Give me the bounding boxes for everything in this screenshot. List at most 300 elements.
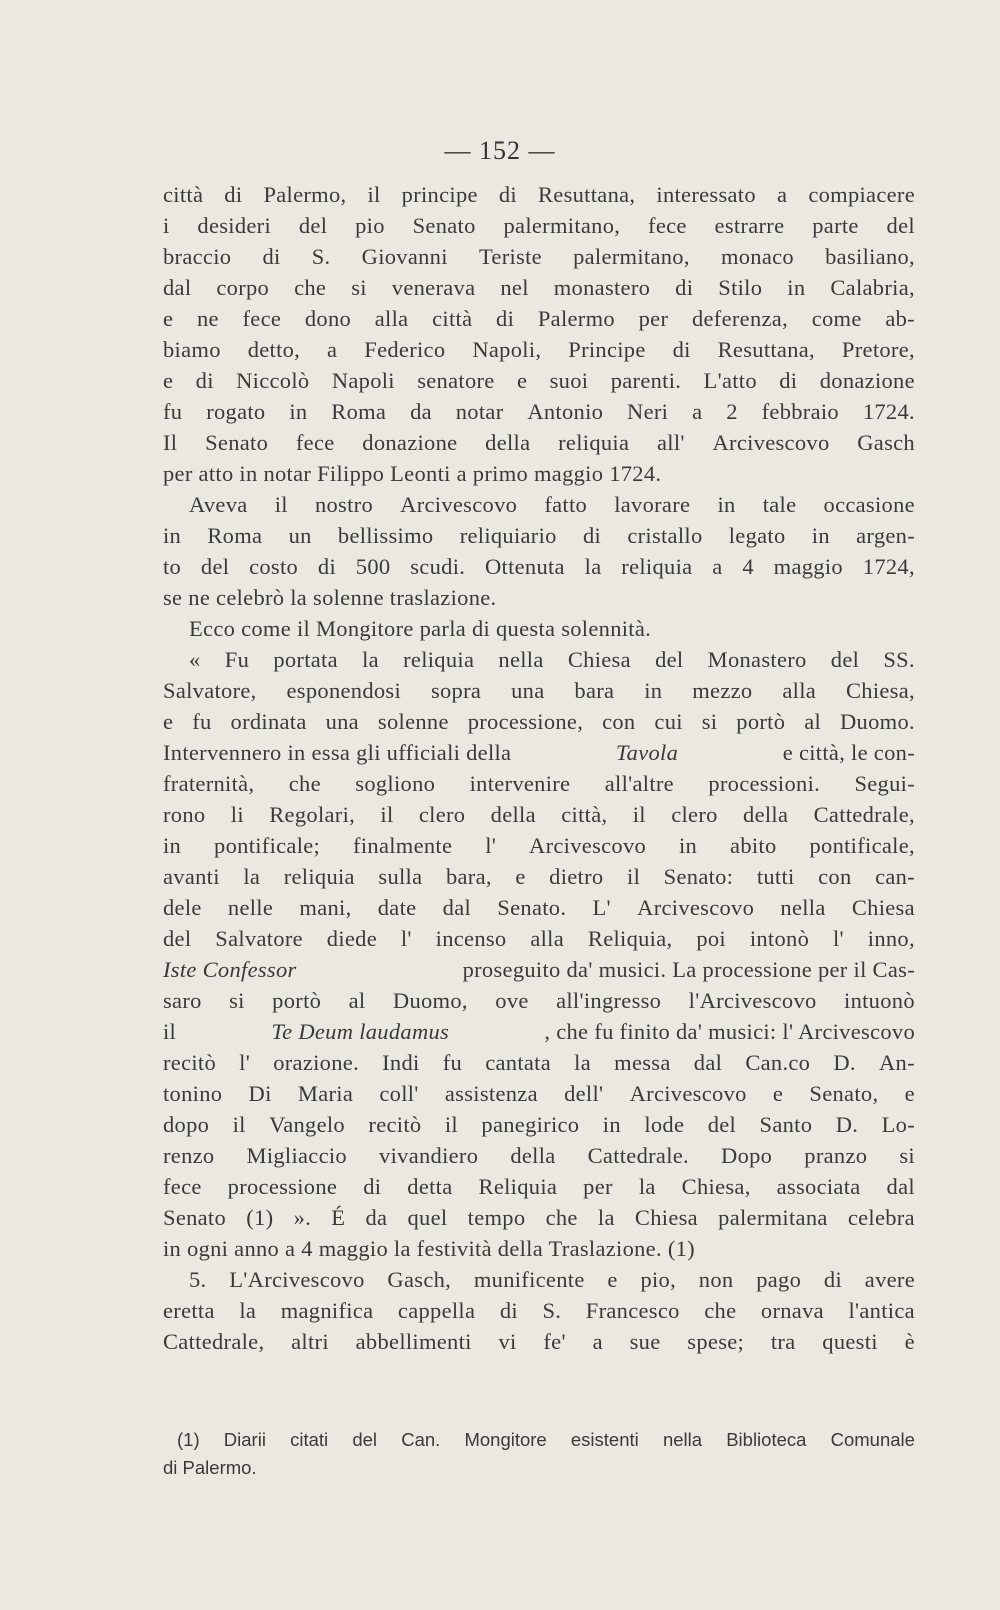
word: principe — [401, 182, 478, 207]
word: incenso — [435, 926, 507, 951]
word: una — [511, 678, 545, 703]
word: dal — [693, 1050, 723, 1075]
word: in — [602, 1112, 621, 1137]
word: esponendosi — [286, 678, 402, 703]
word: maggio — [773, 554, 843, 579]
word: della — [485, 430, 531, 455]
word: il — [444, 1112, 458, 1137]
word: ab- — [885, 306, 915, 331]
word: del — [707, 1112, 737, 1137]
word: Salvatore, — [163, 678, 257, 703]
word: avanti — [163, 864, 220, 889]
word: l' — [485, 833, 497, 858]
paragraph-start — [163, 489, 915, 520]
text-line — [163, 1171, 915, 1202]
word: Arcivescovo — [712, 430, 830, 455]
word: la — [584, 554, 602, 579]
word: coll' — [379, 1081, 419, 1106]
word: palermitano, — [503, 213, 621, 238]
word: Stilo — [718, 275, 763, 300]
word: bellissimo — [337, 523, 434, 548]
word: alla — [530, 926, 565, 951]
word: eretta — [163, 1298, 215, 1323]
word: questi — [822, 1329, 878, 1354]
word: basiliano, — [825, 244, 915, 269]
word: ove — [495, 988, 529, 1013]
word: ne — [196, 306, 219, 331]
word: 1724, — [862, 554, 915, 579]
word: sulla — [378, 864, 423, 889]
word: Senato — [163, 1205, 227, 1230]
word: braccio — [163, 244, 232, 269]
word: associata — [776, 1174, 861, 1199]
word: pago — [756, 1267, 802, 1292]
word: di — [317, 554, 336, 579]
footnote-line: di Palermo. — [163, 1457, 257, 1478]
word: pontificale, — [809, 833, 915, 858]
word: 1724. — [862, 399, 915, 424]
word: vi — [498, 1329, 517, 1354]
word: Teriste — [478, 244, 542, 269]
text-line — [163, 830, 915, 861]
word: a — [592, 1329, 603, 1354]
word: portò — [272, 988, 322, 1013]
word: panegirico — [481, 1112, 580, 1137]
text-line — [163, 675, 915, 706]
word: di — [779, 368, 798, 393]
word: la — [239, 1298, 257, 1323]
word: abbellimenti — [355, 1329, 472, 1354]
word: come — [811, 306, 862, 331]
word: della — [510, 1143, 556, 1168]
word: detta — [407, 1174, 453, 1199]
word: e — [163, 306, 174, 331]
word: lavorare — [614, 492, 691, 517]
word: Senato — [412, 213, 476, 238]
italic-title: Iste Confessor — [163, 957, 297, 982]
word: di — [498, 182, 517, 207]
word: S. — [311, 244, 331, 269]
word: in — [163, 833, 182, 858]
word: dono — [304, 306, 352, 331]
word: una — [325, 709, 359, 734]
word: to — [163, 554, 182, 579]
word: Senato, — [809, 1081, 879, 1106]
word: costo — [249, 554, 299, 579]
word: Aveva — [189, 492, 248, 517]
word: dal — [886, 1174, 915, 1199]
word: Diarii — [223, 1429, 266, 1450]
word: quel — [407, 1205, 448, 1230]
paragraph-start — [163, 1264, 915, 1295]
word: Calabria, — [830, 275, 915, 300]
word: rogato — [206, 399, 266, 424]
word: Salvatore — [215, 926, 303, 951]
word: Arcivescovo — [629, 1081, 747, 1106]
word: Francesco — [585, 1298, 680, 1323]
word: che — [545, 1205, 578, 1230]
word: Napoli — [331, 368, 395, 393]
word: Reliquia — [478, 1174, 558, 1199]
word: in — [679, 833, 698, 858]
word: del — [655, 647, 684, 672]
word: a — [712, 554, 723, 579]
word: Resuttana, — [717, 337, 815, 362]
word: da — [410, 399, 432, 424]
word: città — [432, 306, 473, 331]
word: Reliquia, — [587, 926, 673, 951]
word: in — [787, 275, 806, 300]
text-line — [163, 923, 915, 954]
word: renzo — [163, 1143, 215, 1168]
word: Santo — [759, 1112, 813, 1137]
word: di — [582, 523, 602, 548]
word: mezzo — [692, 678, 753, 703]
word: intuonò — [844, 988, 915, 1013]
word: fatto — [544, 492, 588, 517]
body-text — [163, 179, 915, 1357]
word: intervenire — [469, 771, 571, 796]
text-line — [163, 520, 915, 551]
word: di — [195, 368, 214, 393]
word: alla — [374, 306, 409, 331]
word: L'Arcivescovo — [229, 1267, 365, 1292]
word: pontificale; — [214, 833, 321, 858]
word: Segui- — [854, 771, 915, 796]
text-line — [163, 706, 915, 737]
word: dele — [163, 895, 202, 920]
word: dietro — [549, 864, 604, 889]
word: nella — [780, 895, 826, 920]
word: saro — [163, 988, 202, 1013]
word: mani, — [299, 895, 352, 920]
word: processioni. — [708, 771, 821, 796]
word: cui — [654, 709, 683, 734]
word: cappella — [397, 1298, 476, 1323]
word: ordinata — [230, 709, 307, 734]
word: Chiesa, — [681, 1174, 751, 1199]
word: cristallo — [627, 523, 703, 548]
word: e — [904, 1081, 915, 1106]
word: esistenti — [570, 1429, 639, 1450]
word: Mongitore — [464, 1429, 547, 1450]
word: del — [886, 213, 915, 238]
word: fece — [163, 1174, 202, 1199]
word: Duomo, — [392, 988, 468, 1013]
footnote-line — [163, 1426, 915, 1454]
word: É — [331, 1205, 346, 1230]
word: Palermo, — [263, 182, 347, 207]
word: portata — [273, 647, 338, 672]
text-line — [163, 1078, 915, 1109]
text-line — [163, 1326, 915, 1357]
word: fu — [163, 399, 183, 424]
text-line — [163, 1140, 915, 1171]
page-number: — 152 — — [444, 136, 556, 165]
word: di — [499, 1298, 518, 1323]
word: di — [675, 275, 694, 300]
word: Lo- — [881, 1112, 915, 1137]
word: Indi — [382, 1050, 420, 1075]
word: pio — [355, 213, 385, 238]
text-line — [163, 799, 915, 830]
word: bara — [574, 678, 615, 703]
word: occasione — [823, 492, 915, 517]
footnote — [163, 1426, 915, 1482]
word: la — [362, 647, 379, 672]
word: Ottenuta — [484, 554, 565, 579]
word: il — [367, 182, 381, 207]
word: Gasch, — [387, 1267, 452, 1292]
text-line-mixed — [163, 1016, 915, 1047]
word: che — [288, 771, 321, 796]
word: abito — [730, 833, 777, 858]
word: del — [163, 926, 192, 951]
text-line — [163, 892, 915, 923]
word: Senato: — [663, 864, 734, 889]
text-line — [163, 272, 915, 303]
word: D. — [833, 1050, 856, 1075]
word: la — [243, 864, 261, 889]
word: 2 — [726, 399, 738, 424]
word: 5. — [189, 1267, 207, 1292]
word: (1) — [246, 1205, 274, 1230]
word: nella — [498, 647, 544, 672]
word: clero — [671, 802, 718, 827]
word: legato — [728, 523, 786, 548]
word: parenti. — [610, 368, 682, 393]
word: 4 — [742, 554, 754, 579]
word: (1) — [177, 1429, 200, 1450]
word: i — [163, 213, 170, 238]
word: a — [776, 182, 788, 207]
word: reliquia — [558, 430, 630, 455]
word: si — [229, 988, 245, 1013]
word: Migliaccio — [246, 1143, 347, 1168]
paragraph-start: Ecco come il Mongitore parla di questa solennità. — [189, 616, 652, 641]
word: di — [496, 306, 515, 331]
word: la — [597, 1205, 615, 1230]
word: pranzo — [804, 1143, 868, 1168]
text-segment: e città, le con- — [782, 740, 915, 765]
word: « — [189, 647, 201, 672]
word: senatore — [417, 368, 495, 393]
word: Arcivescovo — [529, 833, 647, 858]
text-line — [163, 365, 915, 396]
word: di — [823, 1267, 843, 1292]
word: poi — [696, 926, 726, 951]
text-line — [163, 241, 915, 272]
word: Cattedrale, — [163, 1329, 265, 1354]
word: reliquiario — [459, 523, 557, 548]
word: messa — [614, 1050, 671, 1075]
word: parte — [812, 213, 859, 238]
word: li — [230, 802, 244, 827]
text-line — [163, 334, 915, 365]
word: magnifica — [280, 1298, 374, 1323]
word: processione, — [467, 709, 584, 734]
word: che — [704, 1298, 737, 1323]
word: Antonio — [527, 399, 604, 424]
word: in — [644, 678, 663, 703]
word: lode — [644, 1112, 685, 1137]
word: orazione. — [273, 1050, 359, 1075]
word: che — [294, 275, 327, 300]
word: reliquia — [403, 647, 475, 672]
word: il — [380, 802, 394, 827]
word: nel — [500, 275, 529, 300]
quotation-start — [163, 644, 915, 675]
text-line: in ogni anno a 4 maggio la festività della Traslazione. (1) — [163, 1236, 695, 1261]
word: solenne — [377, 709, 449, 734]
word: a — [327, 337, 338, 362]
word: Biblioteca — [726, 1429, 807, 1450]
text-line — [163, 1295, 915, 1326]
text-segment: Intervennero in essa gli ufficiali della — [163, 740, 512, 765]
word: e — [772, 1081, 784, 1106]
text-segment: proseguito da' musici. La processione per il Cas- — [462, 957, 915, 982]
word: monastero — [553, 275, 651, 300]
text-line — [163, 303, 915, 334]
word: fece — [648, 213, 687, 238]
word: di — [262, 244, 281, 269]
word: finalmente — [353, 833, 453, 858]
word: con — [602, 709, 636, 734]
word: fe' — [543, 1329, 566, 1354]
word: tutti — [756, 864, 795, 889]
word: tonino — [163, 1081, 223, 1106]
word: e — [163, 709, 174, 734]
word: sopra — [430, 678, 482, 703]
word: tempo — [467, 1205, 526, 1230]
word: cantata — [485, 1050, 552, 1075]
word: Neri — [627, 399, 669, 424]
word: Comunale — [830, 1429, 915, 1450]
word: dal — [442, 895, 472, 920]
word: SS. — [883, 647, 915, 672]
text-line — [163, 396, 915, 427]
word: citati — [290, 1429, 329, 1450]
word: argen- — [856, 523, 915, 548]
text-segment: , che fu finito da' musici: l' Arcivescovo — [544, 1019, 915, 1044]
text-line — [163, 1202, 915, 1233]
word: donazione — [819, 368, 915, 393]
word: altri — [291, 1329, 329, 1354]
word: Napoli, — [472, 337, 542, 362]
word: Cattedrale, — [813, 802, 915, 827]
word: della — [743, 802, 789, 827]
word: alla — [782, 678, 817, 703]
word: per — [583, 1174, 613, 1199]
word: in — [163, 523, 182, 548]
word: processione — [227, 1174, 338, 1199]
word: l' — [833, 926, 844, 951]
word: palermitana — [718, 1205, 828, 1230]
word: D. — [835, 1112, 859, 1137]
word: vivandiero — [379, 1143, 479, 1168]
word: Regolari, — [269, 802, 356, 827]
word: fece — [242, 306, 282, 331]
word: recitò — [368, 1112, 422, 1137]
text-line-mixed — [163, 954, 915, 985]
word: clero — [418, 802, 466, 827]
word: Gasch — [857, 430, 915, 455]
word: reliquia — [621, 554, 693, 579]
word: del — [200, 554, 230, 579]
word: suoi — [549, 368, 589, 393]
word: Arcivescovo — [400, 492, 518, 517]
word: Senato — [205, 430, 269, 455]
word: Duomo. — [840, 709, 915, 734]
word: corpo — [216, 275, 270, 300]
text-line: per atto in notar Filippo Leonti a primo maggio 1724. — [163, 461, 662, 486]
word: Vangelo — [269, 1112, 345, 1137]
word: assistenza — [444, 1081, 538, 1106]
text-line — [163, 551, 915, 582]
word: 500 — [355, 554, 391, 579]
word: recitò — [163, 1050, 217, 1075]
word: interessato — [656, 182, 756, 207]
word: fece — [295, 430, 335, 455]
word: la — [638, 1174, 656, 1199]
word: al — [348, 988, 366, 1013]
word: fu — [192, 709, 212, 734]
word: da — [365, 1205, 388, 1230]
text-line — [163, 985, 915, 1016]
word: Monastero — [707, 647, 807, 672]
text-segment: il — [163, 1019, 177, 1044]
word: Chiesa — [634, 1205, 698, 1230]
word: inno, — [867, 926, 915, 951]
word: Senato. — [497, 895, 567, 920]
text-line — [163, 768, 915, 799]
word: il — [232, 1112, 246, 1137]
word: un — [288, 523, 312, 548]
word: Roma — [207, 523, 263, 548]
text-line — [163, 1047, 915, 1078]
word: Il — [163, 430, 178, 455]
word: di — [224, 182, 243, 207]
word: L'atto — [703, 368, 757, 393]
word: monaco — [720, 244, 794, 269]
italic-title: Te Deum laudamus — [271, 1019, 450, 1044]
word: all'ingresso — [556, 988, 662, 1013]
word: bara, — [445, 864, 492, 889]
text-line — [163, 210, 915, 241]
word: sue — [629, 1329, 661, 1354]
word: celebra — [847, 1205, 915, 1230]
word: di — [363, 1174, 382, 1199]
word: nella — [662, 1429, 703, 1450]
word: dell' — [564, 1081, 604, 1106]
word: Di — [248, 1081, 272, 1106]
word: della — [490, 802, 536, 827]
word: Niccolò — [236, 368, 310, 393]
text-line — [163, 179, 915, 210]
word: Federico — [364, 337, 446, 362]
word: nelle — [227, 895, 274, 920]
word: Palermo — [537, 306, 615, 331]
word: biamo — [163, 337, 221, 362]
word: palermitano, — [573, 244, 690, 269]
word: in — [717, 492, 736, 517]
word: la — [574, 1050, 592, 1075]
word: il — [274, 492, 288, 517]
word: e — [607, 1267, 618, 1292]
word: Giovanni — [361, 244, 448, 269]
word: diede — [326, 926, 378, 951]
word: intonò — [749, 926, 810, 951]
